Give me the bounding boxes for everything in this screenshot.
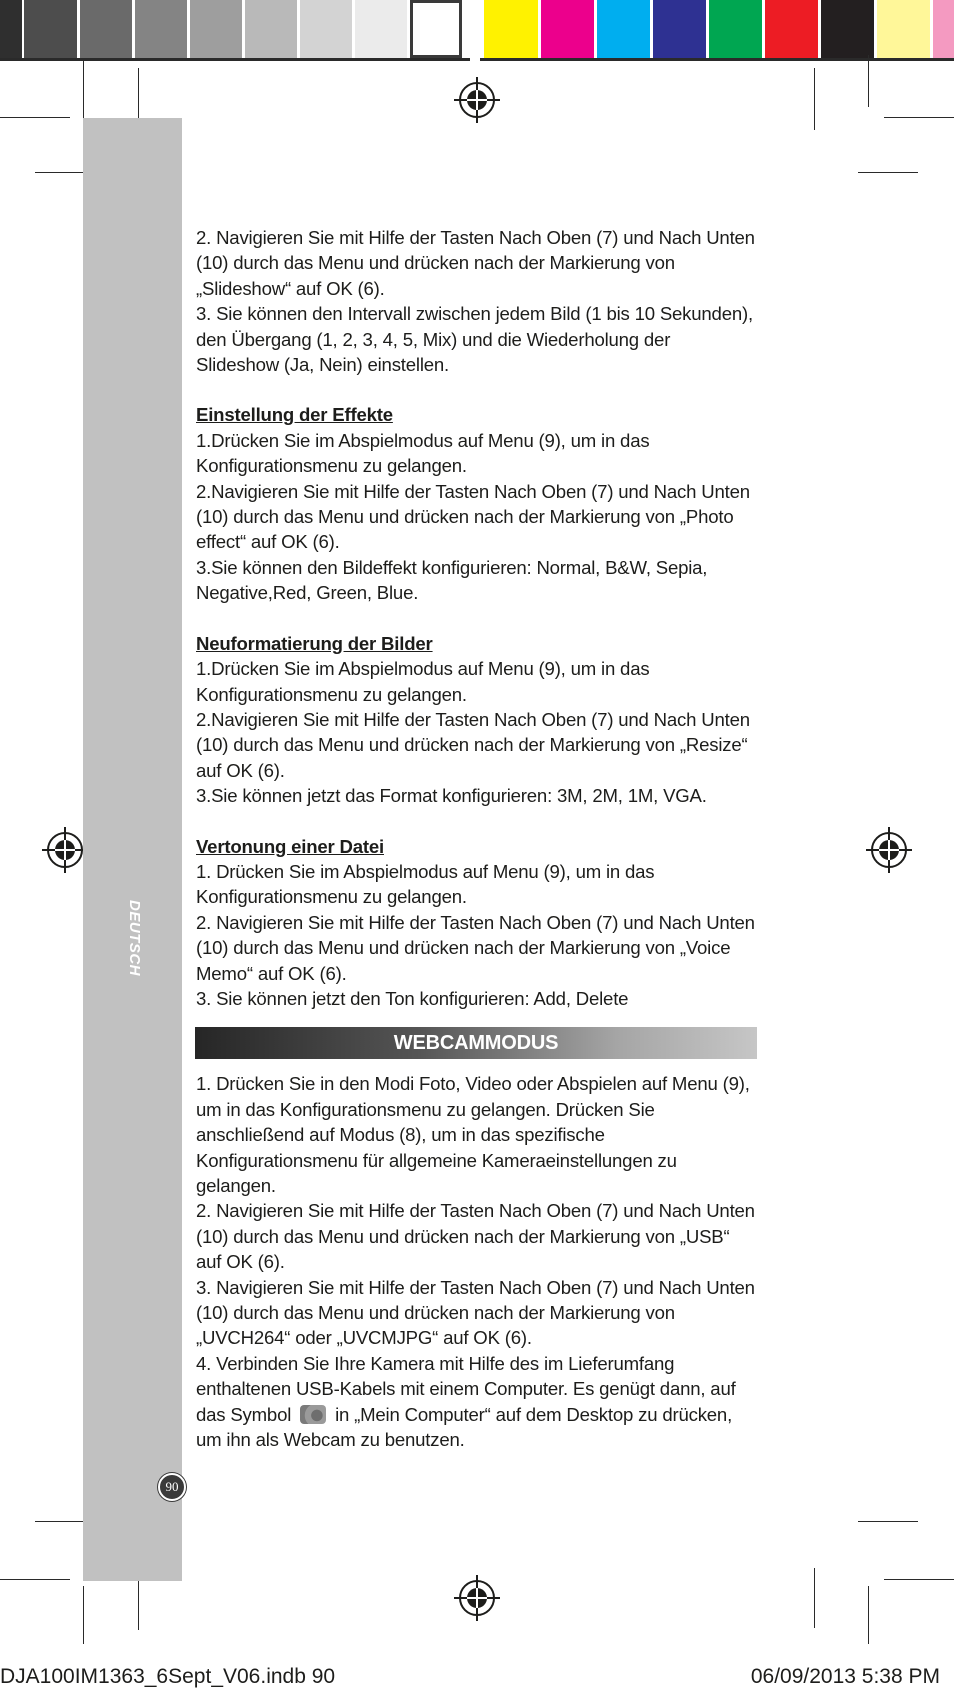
webcam-step-1: 1. Drücken Sie in den Modi Foto, Video oder Abspielen auf Menu (9), um in das Konfigurationsmenu zu gelangen. Drücken Sie anschließend auf Modus (8), um in das spezifische Konfigurationsmenu für allgemeine Kameraeinstellungen zu gelangen. — [196, 1073, 750, 1196]
color-swatch — [541, 0, 594, 58]
section-title-effects: Einstellung der Effekte — [196, 404, 393, 426]
color-swatch — [709, 0, 762, 58]
webcam-step-4 — [196, 1351, 756, 1453]
resize-step-3: 3.Sie können jetzt das Format konfigurieren: 3M, 2M, 1M, VGA. — [196, 785, 707, 807]
crop-mark — [868, 55, 869, 107]
spacer — [196, 809, 756, 834]
slideshow-step-2: 2. Navigieren Sie mit Hilfe der Tasten Nach Oben (7) und Nach Unten (10) durch das Menu und drücken nach der Markierung von „Slideshow“ auf OK (6). — [196, 227, 755, 299]
gray-swatch — [24, 0, 77, 58]
gray-swatch — [190, 0, 242, 58]
language-sidebar — [83, 118, 182, 1581]
color-swatch — [484, 0, 538, 58]
footer-timestamp: 06/09/2013 5:38 PM — [750, 1665, 940, 1688]
webcam-step-2: 2. Navigieren Sie mit Hilfe der Tasten Nach Oben (7) und Nach Unten (10) durch das Menu und drücken nach der Markierung von „USB“ auf OK (6). — [196, 1200, 755, 1273]
crop-mark — [884, 1579, 954, 1580]
color-swatch — [653, 0, 706, 58]
voice-step-3: 3. Sie können jetzt den Ton konfigurieren: Add, Delete — [196, 987, 629, 1009]
registration-mark-icon — [454, 77, 500, 123]
effects-step-1: 1.Drücken Sie im Abspielmodus auf Menu (9), um in das Konfigurationsmenu zu gelangen. — [196, 429, 650, 477]
section-title-voice: Vertonung einer Datei — [196, 835, 384, 857]
effects-step-3: 3.Sie können den Bildeffekt konfigurieren: Normal, B&W, Sepia, Negative,Red, Green, Blue. — [196, 556, 708, 604]
color-swatch — [933, 0, 954, 58]
colorbar-frame — [480, 58, 954, 61]
registration-mark-icon — [454, 1575, 500, 1621]
color-swatch — [877, 0, 930, 58]
gray-swatch — [0, 0, 22, 58]
spacer — [196, 606, 756, 631]
color-calibration-bar — [0, 0, 954, 60]
color-swatch — [597, 0, 650, 58]
crop-mark — [858, 172, 918, 173]
crop-mark — [814, 68, 815, 130]
gray-swatch — [135, 0, 187, 58]
gray-swatch — [355, 0, 407, 58]
gray-swatch — [245, 0, 297, 58]
gray-swatch — [300, 0, 352, 58]
color-swatch — [821, 0, 874, 58]
footer-filename: DJA100IM1363_6Sept_V06.indb 90 — [0, 1665, 336, 1688]
section-banner-webcam: WEBCAMMODUS — [195, 1027, 757, 1059]
crop-mark — [814, 1568, 815, 1628]
gray-swatch — [410, 0, 462, 58]
crop-mark — [83, 1586, 84, 1644]
resize-step-1: 1.Drücken Sie im Abspielmodus auf Menu (9), um in das Konfigurationsmenu zu gelangen. — [196, 658, 650, 705]
gray-swatch — [80, 0, 132, 58]
effects-step-2: 2.Navigieren Sie mit Hilfe der Tasten Nach Oben (7) und Nach Unten (10) durch das Menu und drücken nach der Markierung von „Photo effect“ auf OK (6). — [196, 480, 750, 553]
manual-content — [196, 225, 756, 1452]
crop-mark — [0, 117, 70, 118]
spacer — [196, 377, 756, 402]
color-swatch — [765, 0, 818, 58]
colorbar-frame — [0, 58, 470, 61]
section-title-resize: Neuformatierung der Bilder — [196, 632, 433, 654]
crop-mark — [0, 1579, 70, 1580]
crop-mark — [884, 117, 954, 118]
voice-step-1: 1. Drücken Sie im Abspielmodus auf Menu (9), um in das Konfigurationsmenu zu gelangen. — [196, 860, 655, 908]
crop-mark — [858, 1521, 918, 1522]
registration-mark-icon — [42, 827, 88, 873]
slideshow-step-3: 3. Sie können den Intervall zwischen jedem Bild (1 bis 10 Sekunden), den Übergang (1, 2, 3, 4, 5, Mix) und die Wiederholung der Slideshow (Ja, Nein) einstellen. — [196, 303, 753, 376]
page-number: 90 — [158, 1473, 186, 1501]
resize-step-2: 2.Navigieren Sie mit Hilfe der Tasten Nach Oben (7) und Nach Unten (10) durch das Menu und drücken nach der Markierung von „Resize“ auf OK (6). — [196, 708, 750, 781]
sidebar-language-label: DEUTSCH — [126, 900, 143, 977]
crop-mark — [83, 60, 84, 118]
webcam-step-4-text-end: in „Mein Computer“ auf dem Desktop zu drücken, um ihn als Webcam zu benutzen. — [196, 1403, 733, 1451]
webcam-step-3: 3. Navigieren Sie mit Hilfe der Tasten Nach Oben (7) und Nach Unten (10) durch das Menu und drücken nach der Markierung von „UVCH264“ oder „UVCMJPG“ auf OK (6). — [196, 1276, 755, 1349]
registration-mark-icon — [866, 827, 912, 873]
crop-mark — [868, 1586, 869, 1644]
webcam-icon — [300, 1405, 326, 1424]
voice-step-2: 2. Navigieren Sie mit Hilfe der Tasten Nach Oben (7) und Nach Unten (10) durch das Menu und drücken nach der Markierung von „Voice Memo“ auf OK (6). — [196, 911, 755, 984]
webcam-step-4-text: 4. Verbinden Sie Ihre Kamera mit Hilfe des im Lieferumfang enthaltenen USB-Kabels mit einem Computer. Es genügt dann, auf das Symbol — [196, 1352, 736, 1425]
